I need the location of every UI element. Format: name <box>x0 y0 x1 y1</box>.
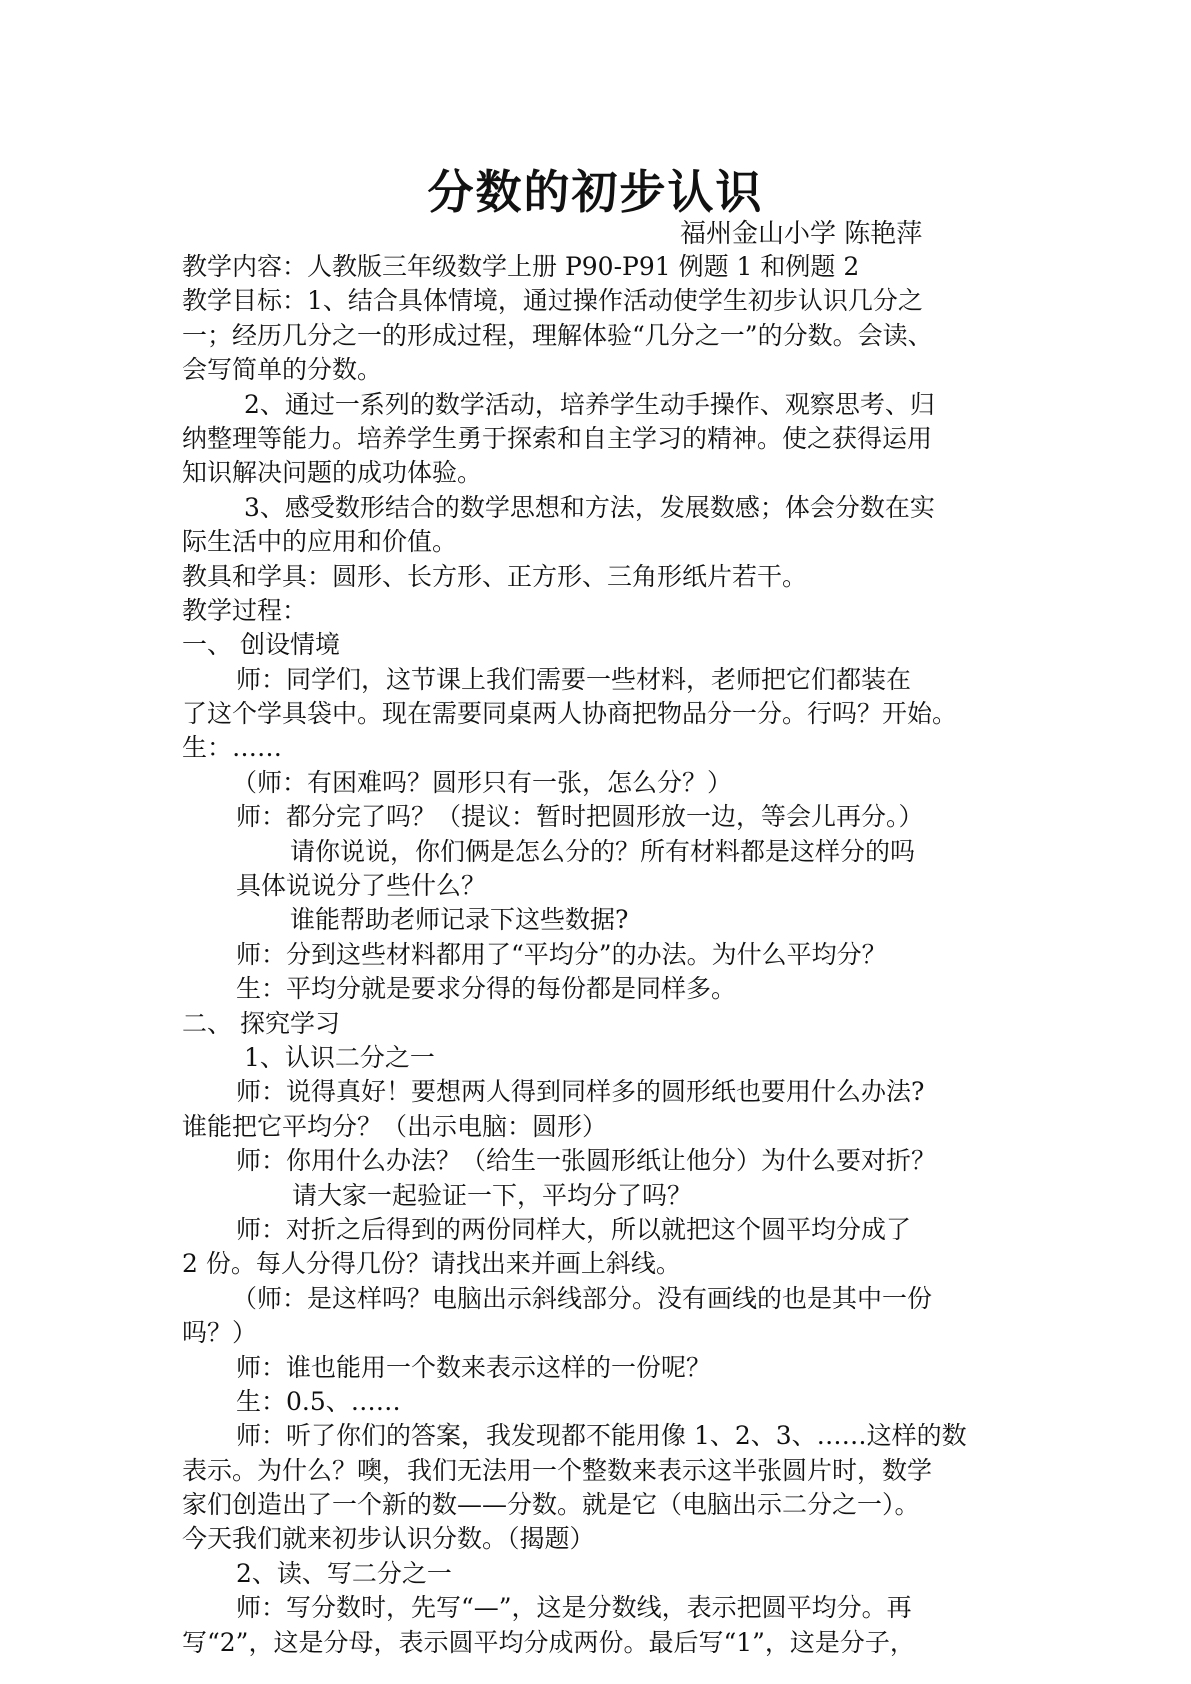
text-line: 请你说说，你们俩是怎么分的？所有材料都是这样分的吗 <box>290 836 916 866</box>
text-line: 3、感受数形结合的数学思想和方法，发展数感；体会分数在实 <box>244 492 935 522</box>
text-line: 2 份。每人分得几份？请找出来并画上斜线。 <box>182 1249 681 1279</box>
text-line: 师：分到这些材料都用了“平均分”的办法。为什么平均分？ <box>236 939 887 969</box>
text-line: 师：对折之后得到的两份同样大，所以就把这个圆平均分成了 <box>236 1214 912 1244</box>
text-line: （师：有困难吗？圆形只有一张，怎么分？） <box>232 767 733 797</box>
text-line: 师：谁也能用一个数来表示这样的一份呢？ <box>236 1352 712 1382</box>
text-line: 会写简单的分数。 <box>182 355 383 385</box>
text-line: 今天我们就来初步认识分数。（揭题） <box>182 1524 595 1554</box>
section-heading: 二、 探究学习 <box>182 1008 340 1038</box>
text-line: 师：写分数时，先写“—”，这是分数线，表示把圆平均分。再 <box>236 1593 912 1623</box>
text-line: 教具和学具：圆形、长方形、正方形、三角形纸片若干。 <box>182 561 808 591</box>
text-line: （师：是这样吗？电脑出示斜线部分。没有画线的也是其中一份 <box>232 1283 933 1313</box>
subsection-heading: 1、认识二分之一 <box>244 1042 435 1072</box>
text-line: 了这个学具袋中。现在需要同桌两人协商把物品分一分。行吗？开始。 <box>182 699 958 729</box>
text-line: 生：…… <box>182 733 283 763</box>
text-line: 教学过程： <box>182 595 308 625</box>
text-line: 师：听了你们的答案，我发现都不能用像 1、2、3、……这样的数 <box>236 1421 967 1451</box>
document-title: 分数的初步认识 <box>427 165 764 219</box>
text-line: 教学内容：人教版三年级数学上册 P90-P91 例题 1 和例题 2 <box>182 252 860 281</box>
text-line: 吗？） <box>182 1318 258 1348</box>
text-line: 表示。为什么？噢，我们无法用一个整数来表示这半张圆片时，数学 <box>182 1455 933 1485</box>
author-line: 福州金山小学 陈艳萍 <box>680 219 923 249</box>
document-body <box>182 250 1012 1660</box>
text-line: 师：说得真好！要想两人得到同样多的圆形纸也要用什么办法? <box>236 1077 925 1107</box>
text-line: 一；经历几分之一的形成过程，理解体验“几分之一”的分数。会读、 <box>182 320 933 350</box>
text-line: 家们创造出了一个新的数——分数。就是它（电脑出示二分之一）。 <box>182 1490 920 1520</box>
subsection-heading: 2、读、写二分之一 <box>236 1558 452 1588</box>
text-line: 写“2”，这是分母，表示圆平均分成两份。最后写“1”，这是分子， <box>182 1627 915 1657</box>
text-line: 谁能帮助老师记录下这些数据? <box>290 905 629 935</box>
section-heading: 一、 创设情境 <box>182 630 340 660</box>
text-line: 具体说说分了些什么？ <box>236 871 487 901</box>
text-line: 师：你用什么办法？（给生一张圆形纸让他分）为什么要对折？ <box>236 1146 937 1176</box>
text-line: 生：0.5、…… <box>236 1386 401 1416</box>
text-line: 纳整理等能力。培养学生勇于探索和自主学习的精神。使之获得运用 <box>182 423 933 453</box>
text-line: 2、通过一系列的数学活动，培养学生动手操作、观察思考、归 <box>244 389 935 419</box>
text-line: 请大家一起验证一下，平均分了吗？ <box>292 1180 693 1210</box>
text-line: 生：平均分就是要求分得的每份都是同样多。 <box>236 974 737 1004</box>
text-line: 际生活中的应用和价值。 <box>182 527 458 557</box>
text-line: 谁能把它平均分？（出示电脑：圆形） <box>182 1111 608 1141</box>
text-line: 师：同学们，这节课上我们需要一些材料，老师把它们都装在 <box>236 664 912 694</box>
text-line: 教学目标：1、结合具体情境，通过操作活动使学生初步认识几分之 <box>182 286 923 316</box>
text-line: 知识解决问题的成功体验。 <box>182 458 483 488</box>
text-line: 师：都分完了吗？（提议：暂时把圆形放一边，等会儿再分。） <box>236 802 924 832</box>
